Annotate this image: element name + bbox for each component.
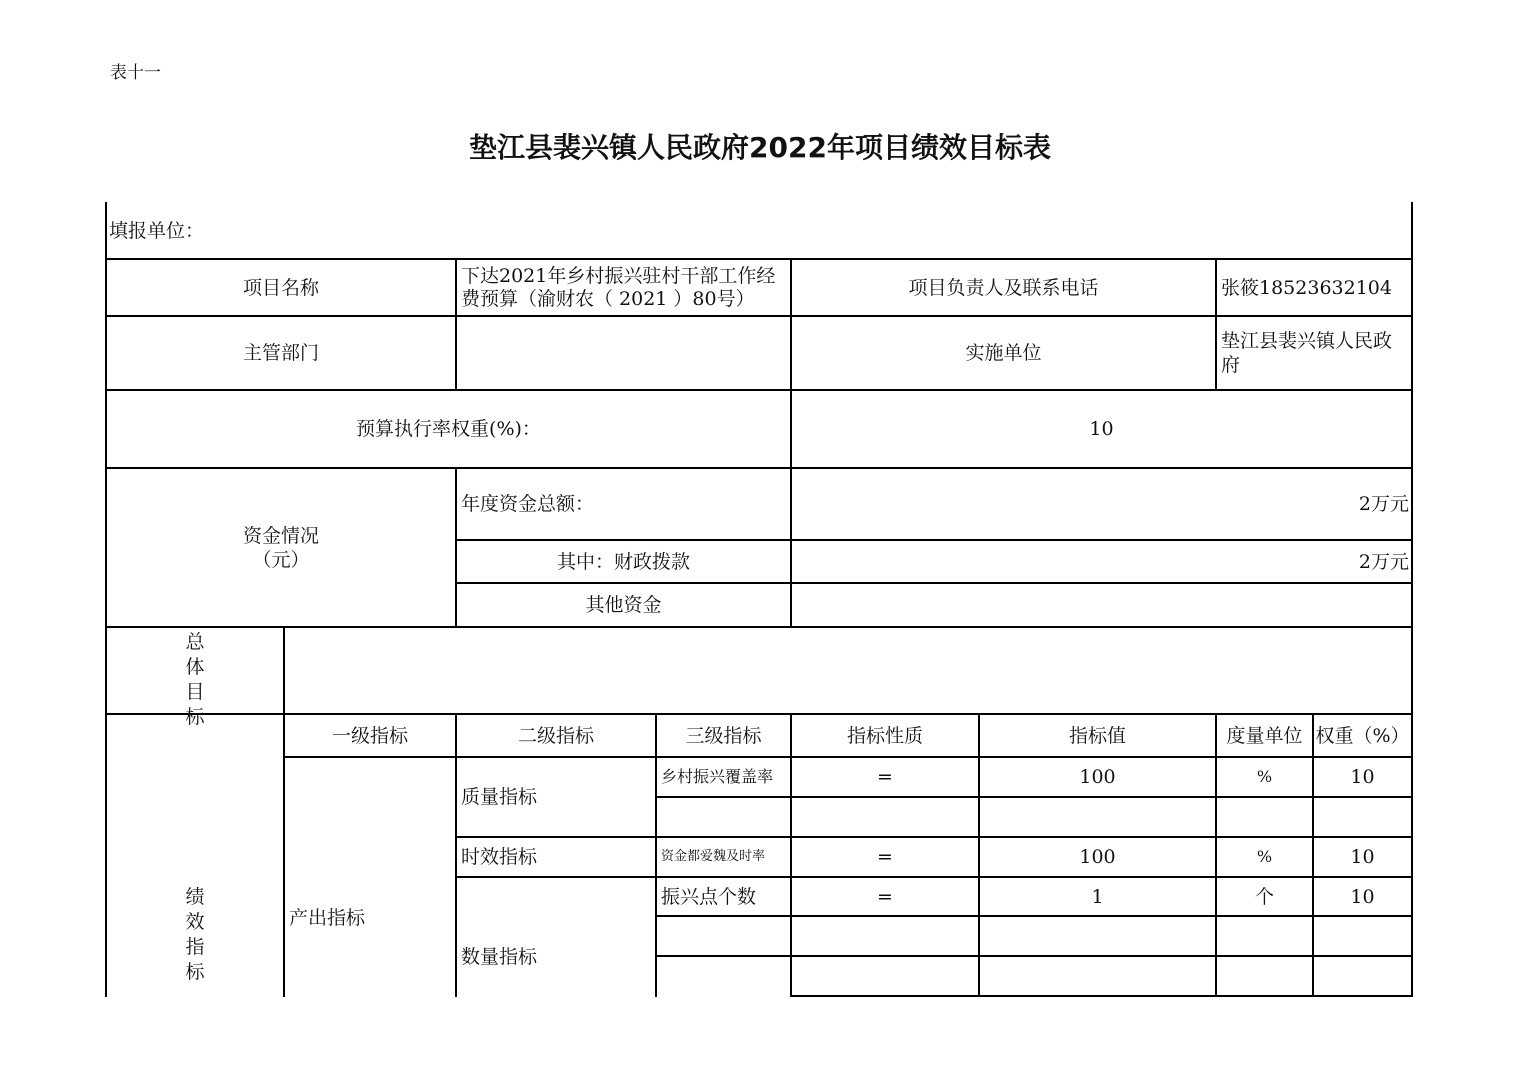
quantity-indicator-label: 数量指标 (461, 945, 538, 968)
indicator-value (980, 917, 1215, 955)
project-name-label: 项目名称 (242, 276, 319, 299)
indicator-weight (1314, 798, 1411, 836)
contact-label: 项目负责人及联系电话 (908, 276, 1099, 299)
indicator-weight: 10 (1350, 885, 1375, 908)
indicators-section-label: 绩效指标 (185, 886, 205, 983)
budget-rate-label: 预算执行率权重(%)： (356, 418, 541, 440)
indicator-nature (792, 957, 978, 995)
fiscal-value: 2万元 (1358, 550, 1409, 573)
indicator-name (657, 917, 790, 955)
indicator-value: 100 (1079, 846, 1116, 868)
indicator-unit: % (1256, 847, 1273, 866)
indicator-weight: 10 (1350, 846, 1375, 868)
header-level1: 一级指标 (331, 724, 408, 747)
indicator-value (980, 798, 1215, 836)
indicator-value: 1 (1091, 885, 1104, 908)
indicator-name (657, 798, 790, 836)
indicator-name: 振兴点个数 (661, 885, 757, 908)
indicator-nature (792, 798, 978, 836)
indicator-weight: 10 (1350, 766, 1375, 788)
indicator-nature: = (877, 885, 893, 908)
indicator-name (657, 957, 790, 995)
indicator-nature: = (877, 846, 893, 868)
other-funds-value (792, 584, 1411, 626)
indicator-unit (1217, 798, 1312, 836)
overall-goal-label: 总体目标 (185, 631, 205, 728)
level1-output-label: 产出指标 (289, 907, 366, 929)
indicator-name: 资金都爱魏及时率 (661, 849, 766, 864)
indicator-unit (1217, 917, 1312, 955)
dept-value (457, 317, 787, 389)
header-unit: 度量单位 (1226, 724, 1303, 747)
reporting-unit-label: 填报单位： (109, 220, 205, 242)
impl-unit-label: 实施单位 (965, 342, 1042, 364)
project-name-value: 下达2021年乡村振兴驻村干部工作经费预算（渝财农（ 2021 ）80号） (461, 264, 776, 310)
other-funds-label: 其他资金 (585, 594, 662, 616)
indicator-value: 100 (1079, 766, 1116, 788)
contact-value: 张筱18523632104 (1221, 276, 1392, 299)
indicator-weight (1314, 917, 1411, 955)
indicator-unit: 个 (1254, 885, 1274, 908)
annual-total-value: 2万元 (1358, 493, 1409, 515)
indicator-unit (1217, 957, 1312, 995)
timeliness-indicator-label: 时效指标 (461, 846, 538, 868)
indicator-value (980, 957, 1215, 995)
header-weight: 权重（%） (1315, 724, 1410, 747)
indicator-nature (792, 917, 978, 955)
quality-indicator-label: 质量指标 (461, 786, 538, 808)
indicator-nature: = (877, 766, 893, 788)
funds-label: 资金情况 （元） (242, 524, 319, 571)
indicator-name: 乡村振兴覆盖率 (661, 767, 774, 786)
impl-unit-value: 垫江县裴兴镇人民政府 (1221, 330, 1393, 376)
page-title: 垫江县裴兴镇人民政府2022年项目绩效目标表 (469, 131, 1051, 164)
header-level2: 二级指标 (517, 724, 594, 747)
table-number: 表十一 (110, 63, 161, 83)
header-nature: 指标性质 (846, 724, 923, 747)
header-value: 指标值 (1068, 724, 1126, 747)
header-level3: 三级指标 (685, 724, 762, 747)
annual-total-label: 年度资金总额： (461, 493, 595, 515)
overall-goal-content (285, 628, 1411, 713)
fiscal-label: 其中：财政拨款 (556, 550, 690, 573)
indicator-unit: % (1256, 767, 1273, 786)
indicator-weight (1314, 957, 1411, 995)
dept-label: 主管部门 (242, 342, 319, 364)
budget-rate-value: 10 (1089, 418, 1114, 440)
